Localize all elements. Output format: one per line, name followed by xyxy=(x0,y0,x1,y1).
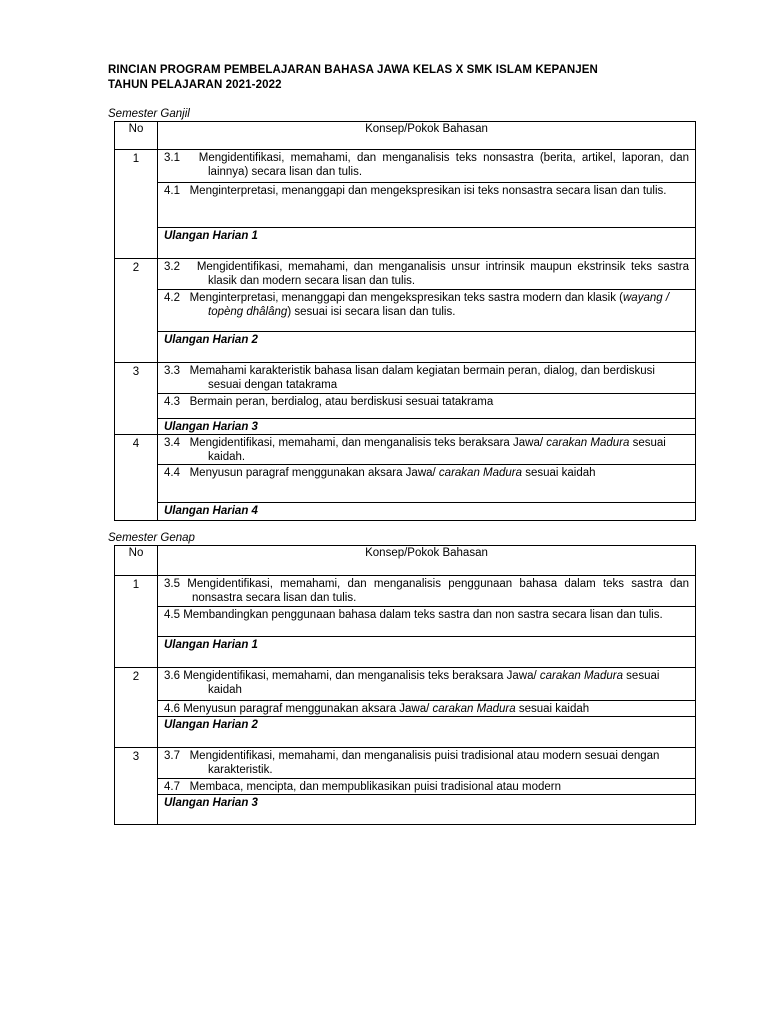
kd-number: 3.2 xyxy=(164,261,180,273)
table-row xyxy=(115,748,696,779)
kd-text-italic: carakan Madura xyxy=(438,467,523,479)
document-subtitle: TAHUN PELAJARAN 2021-2022 xyxy=(108,79,282,91)
kd-text: ) sesuai isi secara lisan dan tulis. xyxy=(287,306,456,318)
kd-text: Bermain peran, berdialog, atau berdiskusi sesuai tatakrama xyxy=(189,396,494,408)
kd-number: 3.4 xyxy=(164,437,180,449)
header-konsep: Konsep/Pokok Bahasan xyxy=(158,122,696,150)
row-number: 3 xyxy=(115,363,158,435)
kd4-cell xyxy=(158,779,696,795)
kd-text: Memahami karakteristik bahasa lisan dalam kegiatan bermain peran, dialog, dan berdiskusi sesuai dengan tatakrama xyxy=(189,365,655,391)
kd-text: sesuai kaidah xyxy=(208,670,660,696)
kd-number: 4.6 xyxy=(164,703,180,715)
ulangan-harian-label: Ulangan Harian 2 xyxy=(164,719,258,731)
ulangan-harian-cell xyxy=(158,332,696,363)
row-number: 1 xyxy=(115,150,158,259)
table-row xyxy=(115,394,696,419)
kd-number: 4.5 xyxy=(164,609,180,621)
kd3-cell xyxy=(158,748,696,779)
kd-text: Membaca, mencipta, dan mempublikasikan puisi tradisional atau modern xyxy=(189,781,561,793)
table-row xyxy=(115,701,696,717)
table-row xyxy=(115,503,696,521)
kd-number: 3.6 xyxy=(164,670,180,682)
row-number: 3 xyxy=(115,748,158,825)
ulangan-harian-cell xyxy=(158,717,696,748)
header-no: No xyxy=(115,546,158,576)
table-row xyxy=(115,363,696,394)
kd-number: 4.4 xyxy=(164,467,180,479)
ulangan-harian-label: Ulangan Harian 1 xyxy=(164,230,258,242)
kd3-cell xyxy=(158,435,696,465)
kd4-cell xyxy=(158,607,696,637)
kd-number: 3.7 xyxy=(164,750,180,762)
kd3-cell xyxy=(158,150,696,183)
row-number: 4 xyxy=(115,435,158,521)
table-row xyxy=(115,290,696,332)
kd-text: Mengidentifikasi, memahami, dan menganalisis teks beraksara Jawa/ xyxy=(183,670,540,682)
kd-text: Mengidentifikasi, memahami, dan menganalisis unsur intrinsik maupun ekstrinsik teks sastra klasik dan modern secara lisan dan tulis. xyxy=(196,261,689,287)
kd3-cell xyxy=(158,576,696,607)
kd-text-italic: carakan Madura xyxy=(546,437,630,449)
table-row xyxy=(115,607,696,637)
table-semester-genap xyxy=(114,545,696,825)
kd4-cell xyxy=(158,465,696,503)
kd-number: 3.1 xyxy=(164,152,180,164)
semester-ganjil-label: Semester Ganjil xyxy=(108,108,190,120)
kd-text-italic: carakan Madura xyxy=(432,703,516,715)
kd-text: Menyusun paragraf menggunakan aksara Jawa/ xyxy=(183,703,433,715)
kd-text: Membandingkan penggunaan bahasa dalam teks sastra dan non sastra secara lisan dan tulis. xyxy=(183,609,663,621)
table-row xyxy=(115,637,696,668)
table-row xyxy=(115,779,696,795)
table-row xyxy=(115,465,696,503)
table-row xyxy=(115,435,696,465)
table-header-row xyxy=(115,122,696,150)
table-row xyxy=(115,332,696,363)
semester-genap-label: Semester Genap xyxy=(108,532,195,544)
kd-text: Mengidentifikasi, memahami, dan menganalisis teks beraksara Jawa/ xyxy=(189,437,547,449)
kd-number: 3.5 xyxy=(164,578,180,590)
kd3-cell xyxy=(158,259,696,290)
kd-text: Menginterpretasi, menanggapi dan mengekspresikan teks sastra modern dan klasik ( xyxy=(189,292,623,304)
ulangan-harian-label: Ulangan Harian 1 xyxy=(164,639,258,651)
kd-number: 4.2 xyxy=(164,292,180,304)
table-row xyxy=(115,228,696,259)
kd-text: Menginterpretasi, menanggapi dan mengekspresikan isi teks nonsastra secara lisan dan tulis. xyxy=(189,185,667,197)
ulangan-harian-cell xyxy=(158,795,696,825)
table-row xyxy=(115,717,696,748)
kd4-cell xyxy=(158,183,696,228)
kd4-cell xyxy=(158,394,696,419)
table-row xyxy=(115,183,696,228)
kd-text-italic: wayang / topèng dhâlâng xyxy=(208,292,670,318)
table-row xyxy=(115,795,696,825)
kd-text: sesuai kaidah. xyxy=(208,437,666,463)
table-semester-ganjil xyxy=(114,121,696,521)
ulangan-harian-cell xyxy=(158,228,696,259)
row-number: 2 xyxy=(115,668,158,748)
ulangan-harian-cell xyxy=(158,419,696,435)
kd-text: sesuai kaidah xyxy=(522,467,596,479)
table-row xyxy=(115,668,696,701)
header-no: No xyxy=(115,122,158,150)
ulangan-harian-cell xyxy=(158,503,696,521)
ulangan-harian-label: Ulangan Harian 2 xyxy=(164,334,258,346)
row-number: 1 xyxy=(115,576,158,668)
kd-number: 4.3 xyxy=(164,396,180,408)
header-konsep: Konsep/Pokok Bahasan xyxy=(158,546,696,576)
kd-number: 3.3 xyxy=(164,365,180,377)
kd4-cell xyxy=(158,701,696,717)
kd-text: Mengidentifikasi, memahami, dan menganalisis teks nonsastra (berita, artikel, laporan, dan lainnya) secara lisan dan tulis. xyxy=(198,152,689,178)
kd-text: Mengidentifikasi, memahami, dan menganalisis puisi tradisional atau modern sesuai dengan karakteristik. xyxy=(189,750,660,776)
document-title: RINCIAN PROGRAM PEMBELAJARAN BAHASA JAWA KELAS X SMK ISLAM KEPANJEN xyxy=(108,64,598,76)
kd-text: Mengidentifikasi, memahami, dan menganalisis penggunaan bahasa dalam teks sastra dan nonsastra secara lisan dan tulis. xyxy=(187,578,690,604)
table-row xyxy=(115,150,696,183)
ulangan-harian-label: Ulangan Harian 4 xyxy=(164,505,258,517)
kd3-cell xyxy=(158,363,696,394)
kd-number: 4.7 xyxy=(164,781,180,793)
ulangan-harian-label: Ulangan Harian 3 xyxy=(164,421,258,433)
table-header-row xyxy=(115,546,696,576)
row-number: 2 xyxy=(115,259,158,363)
ulangan-harian-label: Ulangan Harian 3 xyxy=(164,797,258,809)
table-row xyxy=(115,419,696,435)
kd4-cell xyxy=(158,290,696,332)
table-row xyxy=(115,576,696,607)
kd-number: 4.1 xyxy=(164,185,180,197)
table-row xyxy=(115,259,696,290)
kd-text: Menyusun paragraf menggunakan aksara Jawa/ xyxy=(189,467,439,479)
kd3-cell xyxy=(158,668,696,701)
kd-text: sesuai kaidah xyxy=(515,703,590,715)
ulangan-harian-cell xyxy=(158,637,696,668)
kd-text-italic: carakan Madura xyxy=(539,670,623,682)
